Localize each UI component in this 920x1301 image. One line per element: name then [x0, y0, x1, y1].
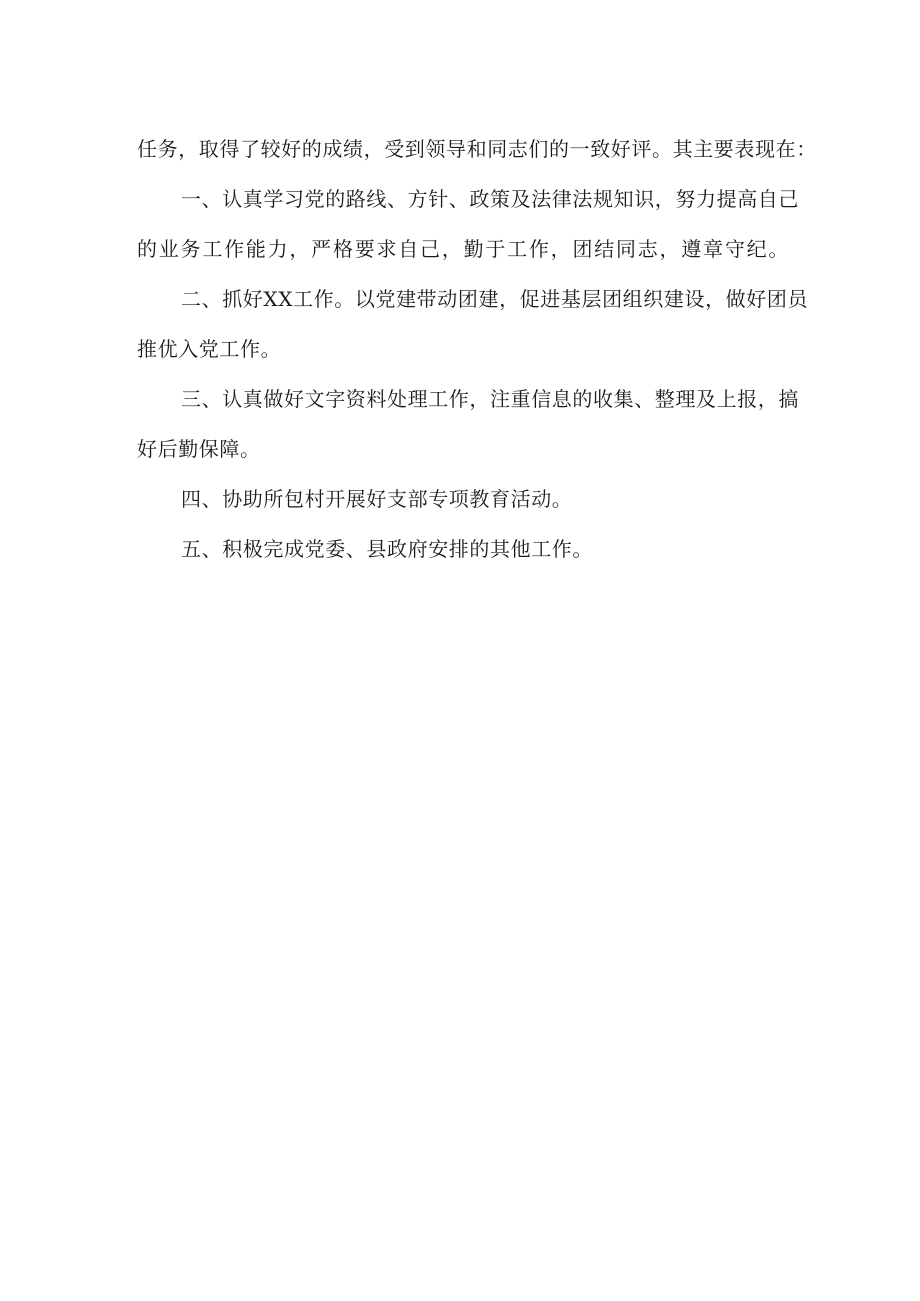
- paragraph-item-4: [137, 474, 789, 524]
- paragraph-line: 一、认真学习党的路线、方针、政策及法律法规知识，努力提高自己: [181, 187, 799, 211]
- paragraph-item-5: [137, 524, 789, 574]
- paragraph-line: 好后勤保障。: [137, 437, 261, 461]
- paragraph-item-1: [137, 174, 799, 274]
- paragraph-line: 的业务工作能力，严格要求自己，勤于工作，团结同志，遵章守纪。: [137, 237, 789, 261]
- paragraph-intro: [137, 124, 817, 174]
- paragraph-line: 任务，取得了较好的成绩，受到领导和同志们的一致好评。其主要表现在：: [137, 137, 817, 161]
- paragraph-item-2: [137, 274, 809, 374]
- paragraph-line: 推优入党工作。: [137, 337, 282, 361]
- paragraph-line: 二、抓好XX工作。以党建带动团建，促进基层团组织建设，做好团员: [181, 287, 809, 311]
- paragraph-line: 四、协助所包村开展好支部专项教育活动。: [181, 487, 573, 511]
- document-body: [137, 124, 817, 574]
- paragraph-line: 五、积极完成党委、县政府安排的其他工作。: [181, 537, 593, 561]
- paragraph-item-3: [137, 374, 799, 474]
- paragraph-line: 三、认真做好文字资料处理工作，注重信息的收集、整理及上报，搞: [181, 387, 799, 411]
